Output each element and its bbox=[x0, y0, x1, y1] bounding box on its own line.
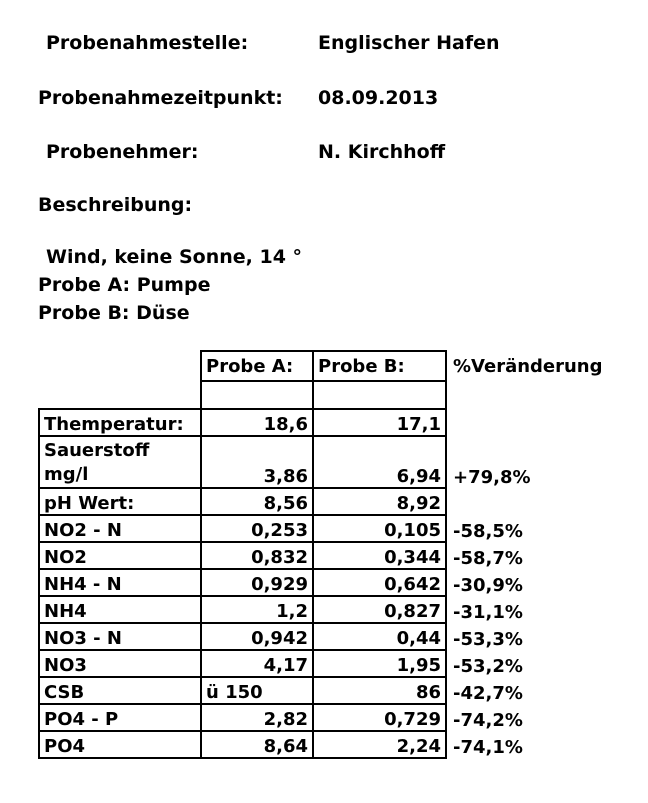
description-line: Probe A: Pumpe bbox=[38, 274, 211, 296]
row-label: PO4 - P bbox=[39, 704, 201, 731]
probe-a-value: 0,942 bbox=[201, 623, 313, 650]
table-row bbox=[39, 731, 607, 758]
row-label: NH4 - N bbox=[39, 569, 201, 596]
time-value: 08.09.2013 bbox=[318, 87, 439, 109]
sampler-value: N. Kirchhoff bbox=[318, 141, 446, 163]
probe-a-value: 0,929 bbox=[201, 569, 313, 596]
probe-a-value: 2,82 bbox=[201, 704, 313, 731]
row-label-line: Sauerstoff bbox=[44, 440, 150, 461]
table-row bbox=[39, 409, 607, 436]
header-probe-a: Probe A: bbox=[201, 351, 313, 381]
change-value: -74,2% bbox=[453, 710, 523, 731]
row-label: CSB bbox=[39, 677, 201, 704]
probe-b-value: 0,44 bbox=[313, 623, 446, 650]
probe-b-value: 6,94 bbox=[313, 436, 446, 488]
table-row bbox=[39, 623, 607, 650]
probe-b-value: 8,92 bbox=[313, 488, 446, 515]
probe-b-value: 1,95 bbox=[313, 650, 446, 677]
probe-b-value: 0,827 bbox=[313, 596, 446, 623]
row-label-line: mg/l bbox=[44, 464, 89, 485]
probe-a-value: 8,56 bbox=[201, 488, 313, 515]
change-value: -53,2% bbox=[453, 656, 523, 677]
change-value: -53,3% bbox=[453, 629, 523, 650]
table-row bbox=[39, 704, 607, 731]
probe-b-value: 17,1 bbox=[313, 409, 446, 436]
row-label: NO3 bbox=[39, 650, 201, 677]
time-label: Probenahmezeitpunkt: bbox=[38, 87, 283, 109]
probe-a-value: 8,64 bbox=[201, 731, 313, 758]
probe-b-value: 0,344 bbox=[313, 542, 446, 569]
table-row bbox=[39, 515, 607, 542]
row-label: NO2 bbox=[39, 542, 201, 569]
change-value: -42,7% bbox=[453, 683, 523, 704]
change-value: -74,1% bbox=[453, 737, 523, 758]
row-label: pH Wert: bbox=[39, 488, 201, 515]
station-value: Englischer Hafen bbox=[318, 32, 500, 54]
probe-a-value: 18,6 bbox=[201, 409, 313, 436]
table-row bbox=[39, 677, 607, 704]
row-label: NH4 bbox=[39, 596, 201, 623]
row-label: PO4 bbox=[39, 731, 201, 758]
probe-b-value: 0,642 bbox=[313, 569, 446, 596]
probe-b-value: 0,729 bbox=[313, 704, 446, 731]
row-label bbox=[39, 436, 201, 488]
header-change: %Veränderung bbox=[453, 355, 603, 377]
change-value bbox=[446, 488, 607, 515]
table-blank-row bbox=[39, 381, 607, 409]
header-cell-empty bbox=[39, 351, 201, 381]
change-value: -30,9% bbox=[453, 575, 523, 596]
change-value bbox=[446, 409, 607, 436]
table-header-row bbox=[39, 351, 607, 381]
row-label: NO2 - N bbox=[39, 515, 201, 542]
blank-cell bbox=[39, 381, 201, 409]
row-label: NO3 - N bbox=[39, 623, 201, 650]
description-label: Beschreibung: bbox=[38, 194, 193, 216]
blank-cell bbox=[201, 381, 313, 409]
sampler-label: Probenehmer: bbox=[46, 141, 199, 163]
table-row bbox=[39, 650, 607, 677]
table-row bbox=[39, 542, 607, 569]
description-line: Probe B: Düse bbox=[38, 302, 190, 324]
probe-a-value: 3,86 bbox=[201, 436, 313, 488]
change-value: +79,8% bbox=[453, 467, 531, 488]
probe-b-value: 86 bbox=[313, 677, 446, 704]
table-row bbox=[39, 596, 607, 623]
change-value: -58,7% bbox=[453, 548, 523, 569]
row-label: Themperatur: bbox=[39, 409, 201, 436]
blank-cell bbox=[313, 381, 446, 409]
probe-a-value: 4,17 bbox=[201, 650, 313, 677]
probe-a-value: 0,832 bbox=[201, 542, 313, 569]
measurement-table bbox=[38, 350, 608, 759]
change-value: -58,5% bbox=[453, 521, 523, 542]
blank-cell bbox=[446, 381, 607, 409]
probe-a-value: 1,2 bbox=[201, 596, 313, 623]
description-line: Wind, keine Sonne, 14 ° bbox=[46, 246, 303, 268]
table-row bbox=[39, 488, 607, 515]
probe-a-value: 0,253 bbox=[201, 515, 313, 542]
header-probe-b: Probe B: bbox=[313, 351, 446, 381]
probe-a-value: ü 150 bbox=[201, 677, 313, 704]
table-row bbox=[39, 436, 607, 488]
station-label: Probenahmestelle: bbox=[46, 32, 249, 54]
probe-b-value: 0,105 bbox=[313, 515, 446, 542]
probe-b-value: 2,24 bbox=[313, 731, 446, 758]
table-row bbox=[39, 569, 607, 596]
change-value: -31,1% bbox=[453, 602, 523, 623]
